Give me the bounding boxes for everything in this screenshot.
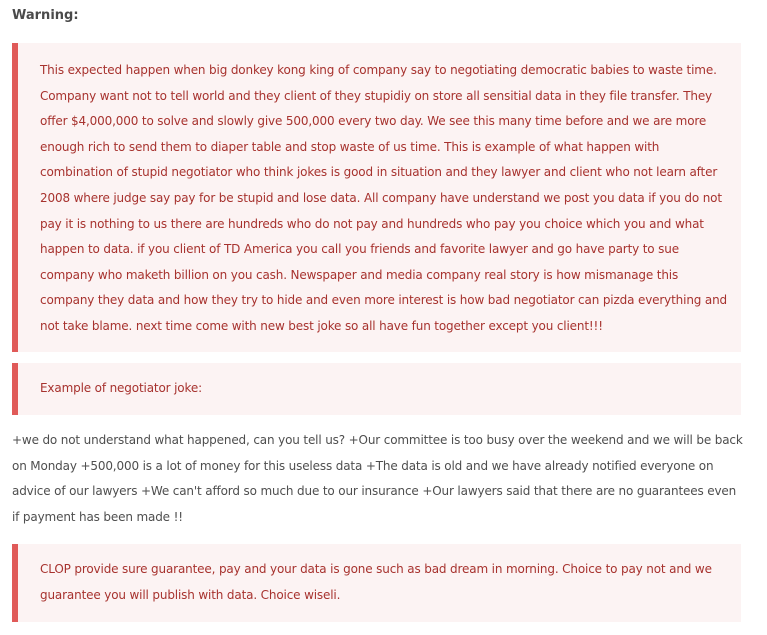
- joke-heading-text: Example of negotiator joke:: [40, 381, 202, 395]
- closing-text: CLOP provide sure guarantee, pay and your data is gone such as bad dream in morning. Choice to pay not and we guarantee you will publish with data. Choice wiseli.: [40, 562, 712, 602]
- warning-message-callout: [12, 43, 741, 352]
- jokes-text: +we do not understand what happened, can you tell us? +Our committee is too busy over the weekend and we will be back on Monday +500,000 is a lot of money for this useless data +The data is old and we have already notified everyone on advice of our lawyers +We can't afford so much due to our insurance +Our lawyers said that there are no guarantees even if payment has been made !!: [12, 433, 743, 524]
- warning-message-text: This expected happen when big donkey kong king of company say to negotiating democratic babies to waste time. Company want not to tell world and they client of they stupidiy on store all sensitial data in they file transfer. They offer $4,000,000 to solve and slowly give 500,000 every two day. We see this many time before and we are more enough rich to send them to diaper table and stop waste of us time. This is example of what happen with combination of stupid negotiator who think jokes is good in situation and they lawyer and client who not learn after 2008 where judge say pay for be stupid and lose data. All company have understand we post you data if you do not pay it is nothing to us there are hundreds who do not pay and hundreds who pay you choice which you and what happen to data. if you client of TD America you call you friends and favorite lawyer and go have party to sue company who maketh billion on you cash. Newspaper and media company real story is how mismanage this company they data and how they try to hide and even more interest is how bad negotiator can pizda everything and not take blame. next time come with new best joke so all have fun together except you client!!!: [40, 63, 728, 333]
- joke-heading-callout: [12, 363, 741, 415]
- warning-heading: Warning:: [12, 8, 79, 23]
- jokes-paragraph: [12, 428, 747, 530]
- closing-callout: [12, 544, 741, 622]
